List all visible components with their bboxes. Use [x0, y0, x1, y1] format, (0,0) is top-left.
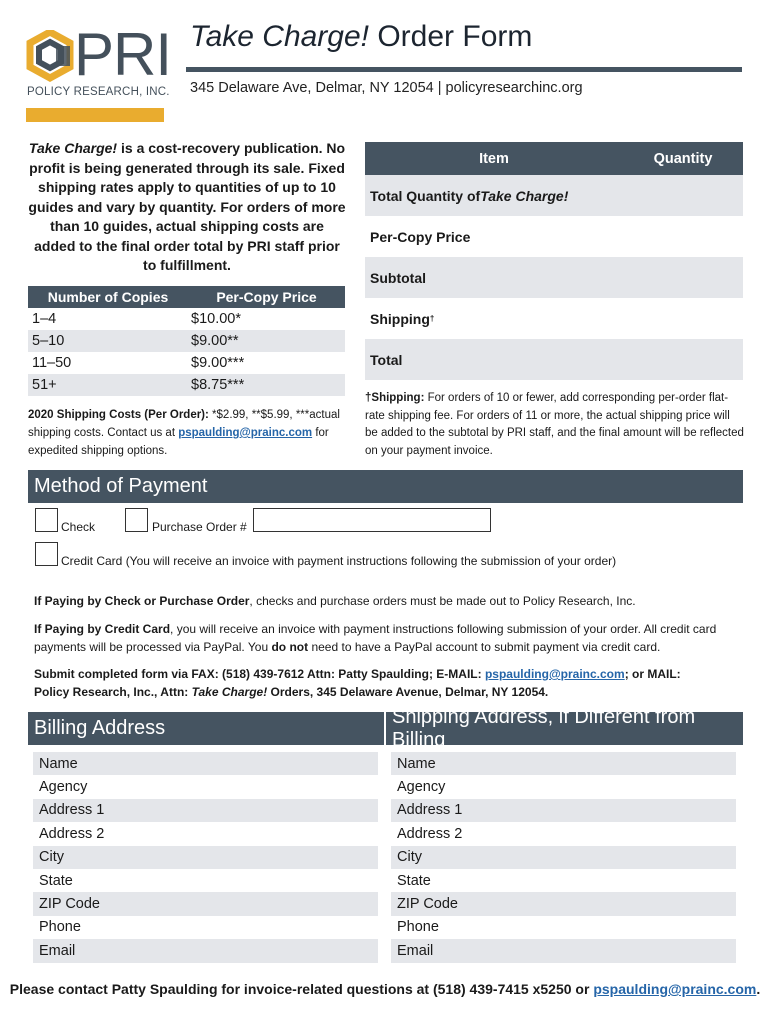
- billing-state-field[interactable]: State: [39, 872, 73, 889]
- credit-card-instructions: [34, 620, 734, 656]
- shipping-name-field[interactable]: Name: [391, 752, 736, 775]
- check-checkbox[interactable]: [35, 508, 58, 532]
- logo-brand-text: PRI: [74, 21, 172, 88]
- org-address: 345 Delaware Ave, Delmar, NY 12054 | policyresearchinc.org: [190, 80, 583, 96]
- billing-email-field[interactable]: Email: [33, 939, 378, 962]
- price-row: [28, 308, 345, 330]
- price-row-price: $9.00**: [191, 333, 239, 349]
- shipping-costs-label: 2020 Shipping Costs (Per Order):: [28, 409, 209, 421]
- check-po-text: , checks and purchase orders must be made out to Policy Research, Inc.: [249, 594, 636, 608]
- check-po-instructions: [34, 592, 734, 610]
- credit-card-label: Credit Card (You will receive an invoice with payment instructions following the submission of your order): [61, 554, 617, 568]
- intro-italic: Take Charge!: [28, 140, 118, 156]
- pri-hexagon-logo-icon: [26, 30, 74, 82]
- price-col-copies: Number of Copies: [47, 289, 169, 305]
- shipping-costs-text: *$2.99, **$5.99, ***actual shipping costs. Contact us at: [28, 409, 340, 439]
- billing-address-fields: [33, 752, 378, 963]
- credit-card-text-a: , you will receive an invoice with payment instructions following submission of your order. All credit card payments will be processed via PayPal. You: [34, 622, 717, 654]
- total-label: Total: [370, 351, 403, 368]
- order-row-total-quantity[interactable]: [365, 175, 743, 216]
- credit-card-checkbox[interactable]: [35, 542, 58, 566]
- order-table: [365, 142, 743, 380]
- price-row-copies: 5–10: [32, 333, 65, 349]
- billing-address2-field[interactable]: Address 2: [39, 825, 105, 842]
- footer-end: .: [756, 981, 761, 997]
- price-col-price: Per-Copy Price: [216, 289, 317, 305]
- submit-instructions: [34, 665, 734, 701]
- logo-gold-bar: [26, 108, 164, 122]
- price-row: [28, 352, 345, 374]
- billing-city-field[interactable]: City: [33, 846, 378, 869]
- check-po-bold: If Paying by Check or Purchase Order: [34, 594, 250, 608]
- shipping-costs-after: for expedited shipping options.: [28, 427, 329, 457]
- shipping-costs-note: [28, 406, 348, 460]
- billing-name-field[interactable]: Name: [33, 752, 378, 775]
- footer-contact: [0, 981, 770, 997]
- submit-text-a: Submit completed form via FAX: (518) 439-7612 Attn: Patty Spaulding; E-MAIL:: [34, 667, 485, 681]
- order-col-item: Item: [479, 150, 509, 167]
- title-rule: [186, 67, 742, 72]
- shipping-state-field[interactable]: State: [397, 872, 431, 889]
- shipping-email-field[interactable]: Email: [391, 939, 736, 962]
- check-label: Check: [61, 520, 96, 534]
- order-row-subtotal[interactable]: [365, 257, 743, 298]
- submit-text-c: Policy Research, Inc., Attn:: [34, 685, 192, 699]
- billing-agency-field[interactable]: Agency: [39, 779, 88, 796]
- credit-card-text-b: need to have a PayPal account to submit payment via credit card.: [308, 640, 661, 654]
- submit-text-b: ; or MAIL:: [624, 667, 681, 681]
- footer-email-link[interactable]: pspaulding@prainc.com: [593, 981, 757, 997]
- total-quantity-italic: Take Charge!: [480, 187, 569, 204]
- intro-text: is a cost-recovery publication. No profit is being generated through its sale. Fixed shipping rates apply to quantities of up to 10 guides and vary by quantity. For orders of more than 10 guides, actual shipping costs are added to the final order total by PRI staff prior to fulfillment.: [28, 140, 346, 273]
- shipping-section-title: Shipping Address, if Different from Billing: [386, 712, 743, 745]
- purchase-order-label: Purchase Order #: [152, 520, 247, 534]
- credit-card-bold: If Paying by Credit Card: [34, 622, 171, 636]
- title-italic: Take Charge!: [190, 20, 370, 53]
- price-row: [28, 374, 345, 396]
- billing-zip-field[interactable]: ZIP Code: [33, 892, 378, 915]
- order-table-header: [365, 142, 743, 175]
- submit-text-d: Orders, 345 Delaware Avenue, Delmar, NY 12054.: [267, 685, 549, 699]
- title-rest: Order Form: [369, 20, 533, 53]
- shipping-phone-field[interactable]: Phone: [397, 919, 439, 936]
- shipping-footnote-label: †Shipping:: [365, 392, 425, 404]
- submit-email-link[interactable]: pspaulding@prainc.com: [484, 667, 625, 681]
- shipping-address-fields: [391, 752, 736, 963]
- contact-email-link[interactable]: pspaulding@prainc.com: [178, 427, 313, 439]
- footer-text: Please contact Patty Spaulding for invoice-related questions at (518) 439-7415 x5250 or: [9, 981, 594, 997]
- shipping-city-field[interactable]: City: [391, 846, 736, 869]
- price-row-copies: 51+: [32, 377, 57, 393]
- shipping-mark: †: [429, 314, 435, 323]
- price-row-copies: 11–50: [32, 355, 72, 371]
- total-quantity-prefix: Total Quantity of: [370, 187, 481, 204]
- pri-logo: [26, 21, 172, 124]
- shipping-zip-field[interactable]: ZIP Code: [391, 892, 736, 915]
- submit-italic: Take Charge!: [191, 685, 268, 699]
- purchase-order-checkbox[interactable]: [125, 508, 148, 532]
- shipping-agency-field[interactable]: Agency: [397, 779, 446, 796]
- price-row: [28, 330, 345, 352]
- price-table: [28, 286, 345, 396]
- page-title: [190, 20, 532, 54]
- order-row-per-copy[interactable]: [365, 216, 743, 257]
- shipping-label: Shipping: [370, 310, 430, 327]
- billing-phone-field[interactable]: Phone: [39, 919, 81, 936]
- shipping-address1-field[interactable]: Address 1: [391, 799, 736, 822]
- intro-paragraph: [28, 139, 346, 276]
- billing-section-title: Billing Address: [28, 712, 384, 745]
- per-copy-label: Per-Copy Price: [370, 228, 471, 245]
- order-row-total[interactable]: [365, 339, 743, 380]
- order-row-shipping[interactable]: [365, 298, 743, 339]
- order-col-quantity: Quantity: [653, 150, 713, 167]
- purchase-order-number-field[interactable]: [253, 508, 491, 532]
- shipping-address2-field[interactable]: Address 2: [397, 825, 463, 842]
- shipping-footnote: [365, 390, 745, 460]
- payment-section-title: Method of Payment: [28, 470, 743, 503]
- credit-card-bold-2: do not: [271, 640, 309, 654]
- price-row-copies: 1–4: [32, 311, 57, 327]
- price-row-price: $9.00***: [191, 355, 245, 371]
- shipping-footnote-text: For orders of 10 or fewer, add corresponding per-order flat-rate shipping fee. For orders of 11 or more, the actual shipping price will be added to the subtotal by PRI staff, and the final amount will be reflected on your payment invoice.: [365, 392, 744, 457]
- subtotal-label: Subtotal: [370, 269, 426, 286]
- price-table-header: [28, 286, 345, 308]
- logo-subtitle: POLICY RESEARCH, INC.: [27, 86, 170, 98]
- price-row-price: $10.00*: [191, 311, 241, 327]
- billing-address1-field[interactable]: Address 1: [33, 799, 378, 822]
- price-row-price: $8.75***: [191, 377, 245, 393]
